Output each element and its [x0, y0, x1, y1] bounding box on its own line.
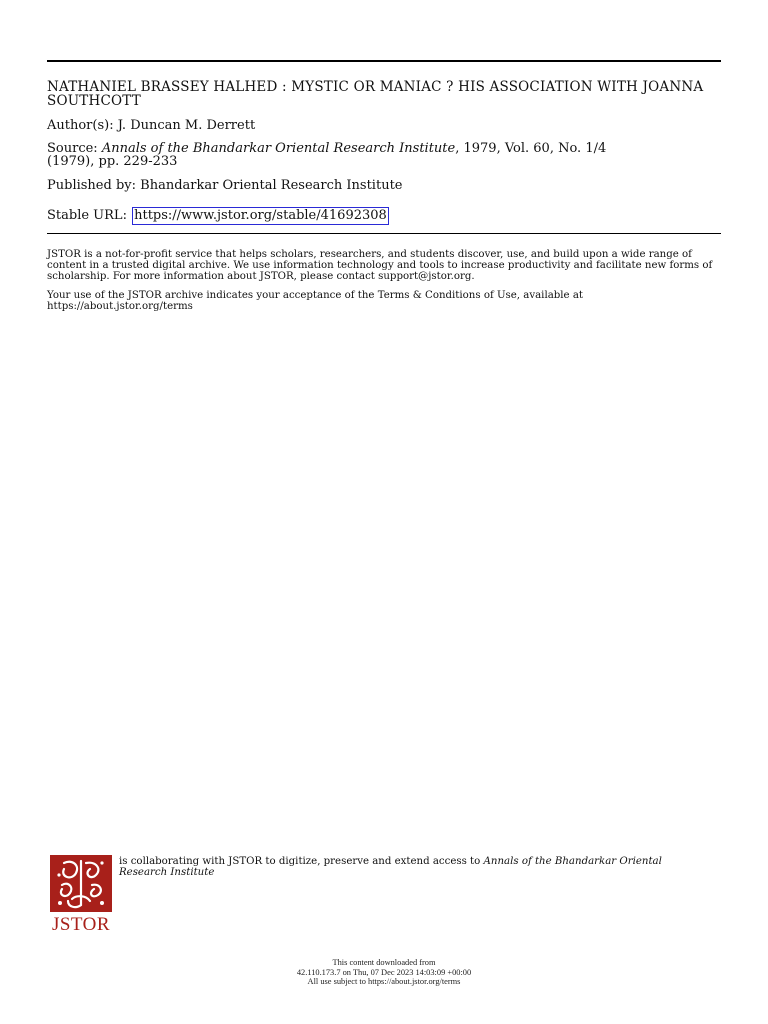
publisher-label: Published by: — [47, 178, 136, 193]
jstor-logo[interactable] — [48, 855, 114, 935]
source-pages: (1979), pp. 229-233 — [47, 154, 178, 169]
footer-line-3: All use subject to https://about.jstor.org/terms — [307, 977, 461, 986]
jstor-about-notice: JSTOR is a not-for-profit service that helps scholars, researchers, and students discover, use, and build upon a wide range of content in a trusted digital archive. We use information technology and tools to increase productivity and facilitate new forms of scholarship. For more information about JSTOR, please contact support@jstor.org. — [47, 249, 713, 282]
download-footer — [0, 958, 768, 987]
authors-value: J. Duncan M. Derrett — [117, 118, 256, 133]
publisher-line — [47, 179, 721, 192]
jstor-logo-text: JSTOR — [51, 914, 111, 935]
journal-title: Annals of the Bhandarkar Oriental Research Institute — [101, 141, 456, 156]
article-title: NATHANIEL BRASSEY HALHED : MYSTIC OR MANIAC ? HIS ASSOCIATION WITH JOANNA SOUTHCOTT — [47, 79, 704, 109]
publisher-value: Bhandarkar Oriental Research Institute — [140, 178, 403, 193]
collaboration-text: is collaborating with JSTOR to digitize, preserve and extend access to — [119, 856, 481, 867]
terms-notice: Your use of the JSTOR archive indicates your acceptance of the Terms & Conditions of Use, available at https://about.jstor.org/terms — [47, 290, 583, 312]
source-details: , 1979, Vol. 60, No. 1/4 — [455, 141, 607, 156]
top-rule — [47, 60, 721, 62]
collaboration-notice — [119, 856, 679, 878]
collaboration-journal: Annals of the Bhandarkar Oriental Research Institute — [119, 856, 662, 878]
stable-url-label: Stable URL: — [47, 208, 127, 223]
source-line — [47, 142, 721, 168]
jstor-emblem-icon — [50, 855, 112, 912]
footer-line-1: This content downloaded from — [332, 958, 436, 967]
authors-label: Author(s): — [47, 118, 114, 133]
stable-url-line — [47, 207, 721, 225]
source-label: Source: — [47, 141, 98, 156]
stable-url-link[interactable]: https://www.jstor.org/stable/41692308 — [134, 208, 387, 223]
divider-rule — [47, 233, 721, 234]
footer-line-2: 42.110.173.7 on Thu, 07 Dec 2023 14:03:09 +00:00 — [296, 967, 472, 977]
authors-line — [47, 119, 721, 132]
